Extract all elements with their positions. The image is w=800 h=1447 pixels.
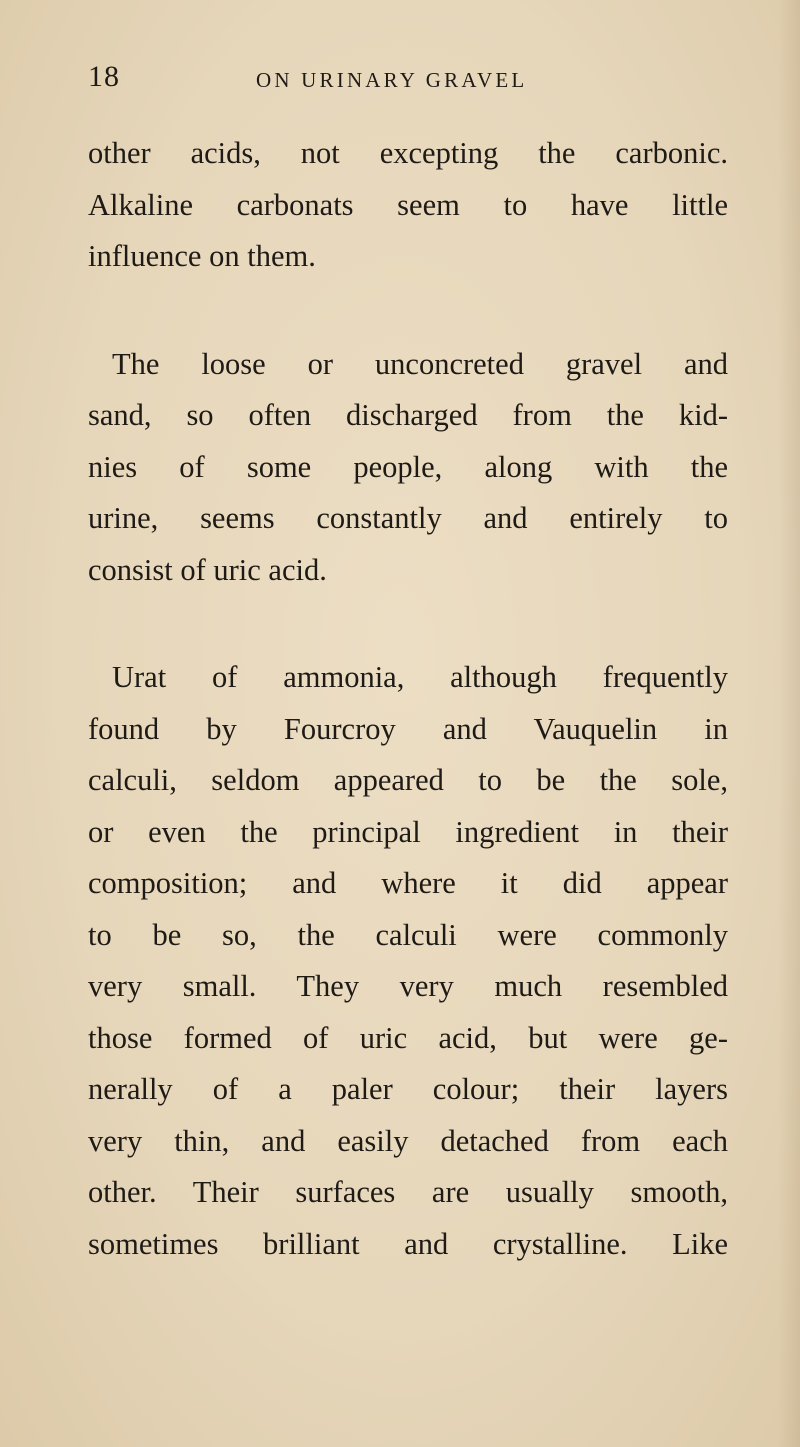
text-line: consist of uric acid.	[88, 552, 327, 587]
page-header	[88, 60, 728, 100]
text-line: other. Their surfaces are usually smooth,	[88, 1175, 728, 1209]
text-line: urine, seems constantly and entirely to	[88, 501, 728, 535]
body-text	[88, 128, 728, 1270]
paragraph-3	[88, 652, 728, 1270]
text-line: to be so, the calculi were commonly	[88, 917, 728, 952]
text-line: or even the principal ingredient in their	[88, 814, 728, 849]
text-line: very thin, and easily detached from each	[88, 1123, 728, 1158]
text-line: calculi, seldom appeared to be the sole,	[88, 763, 728, 797]
running-head: ON URINARY GRAVEL	[256, 68, 528, 92]
text-line: found by Fourcroy and Vauquelin in	[88, 711, 728, 746]
text-line: composition; and where it did appear	[88, 866, 728, 900]
text-line: sometimes brilliant and crystalline. Like	[88, 1226, 728, 1261]
text-line: influence on them.	[88, 239, 316, 273]
text-line: The loose or unconcreted gravel and	[112, 346, 728, 381]
text-line: sand, so often discharged from the kid-	[88, 398, 728, 432]
text-line: Alkaline carbonats seem to have little	[88, 187, 728, 222]
page-number: 18	[88, 60, 120, 93]
text-line: those formed of uric acid, but were ge-	[88, 1020, 728, 1055]
page-edge-shading	[778, 0, 800, 1447]
text-line: nerally of a paler colour; their layers	[88, 1072, 728, 1106]
text-line: very small. They very much resembled	[88, 969, 728, 1003]
text-line: Urat of ammonia, although frequently	[112, 660, 728, 694]
text-line: other acids, not excepting the carbonic.	[88, 136, 728, 170]
paragraph-1	[88, 128, 728, 283]
paragraph-gap	[88, 596, 728, 652]
paragraph-gap	[88, 283, 728, 339]
text-line: nies of some people, along with the	[88, 449, 728, 484]
paragraph-2	[88, 339, 728, 597]
